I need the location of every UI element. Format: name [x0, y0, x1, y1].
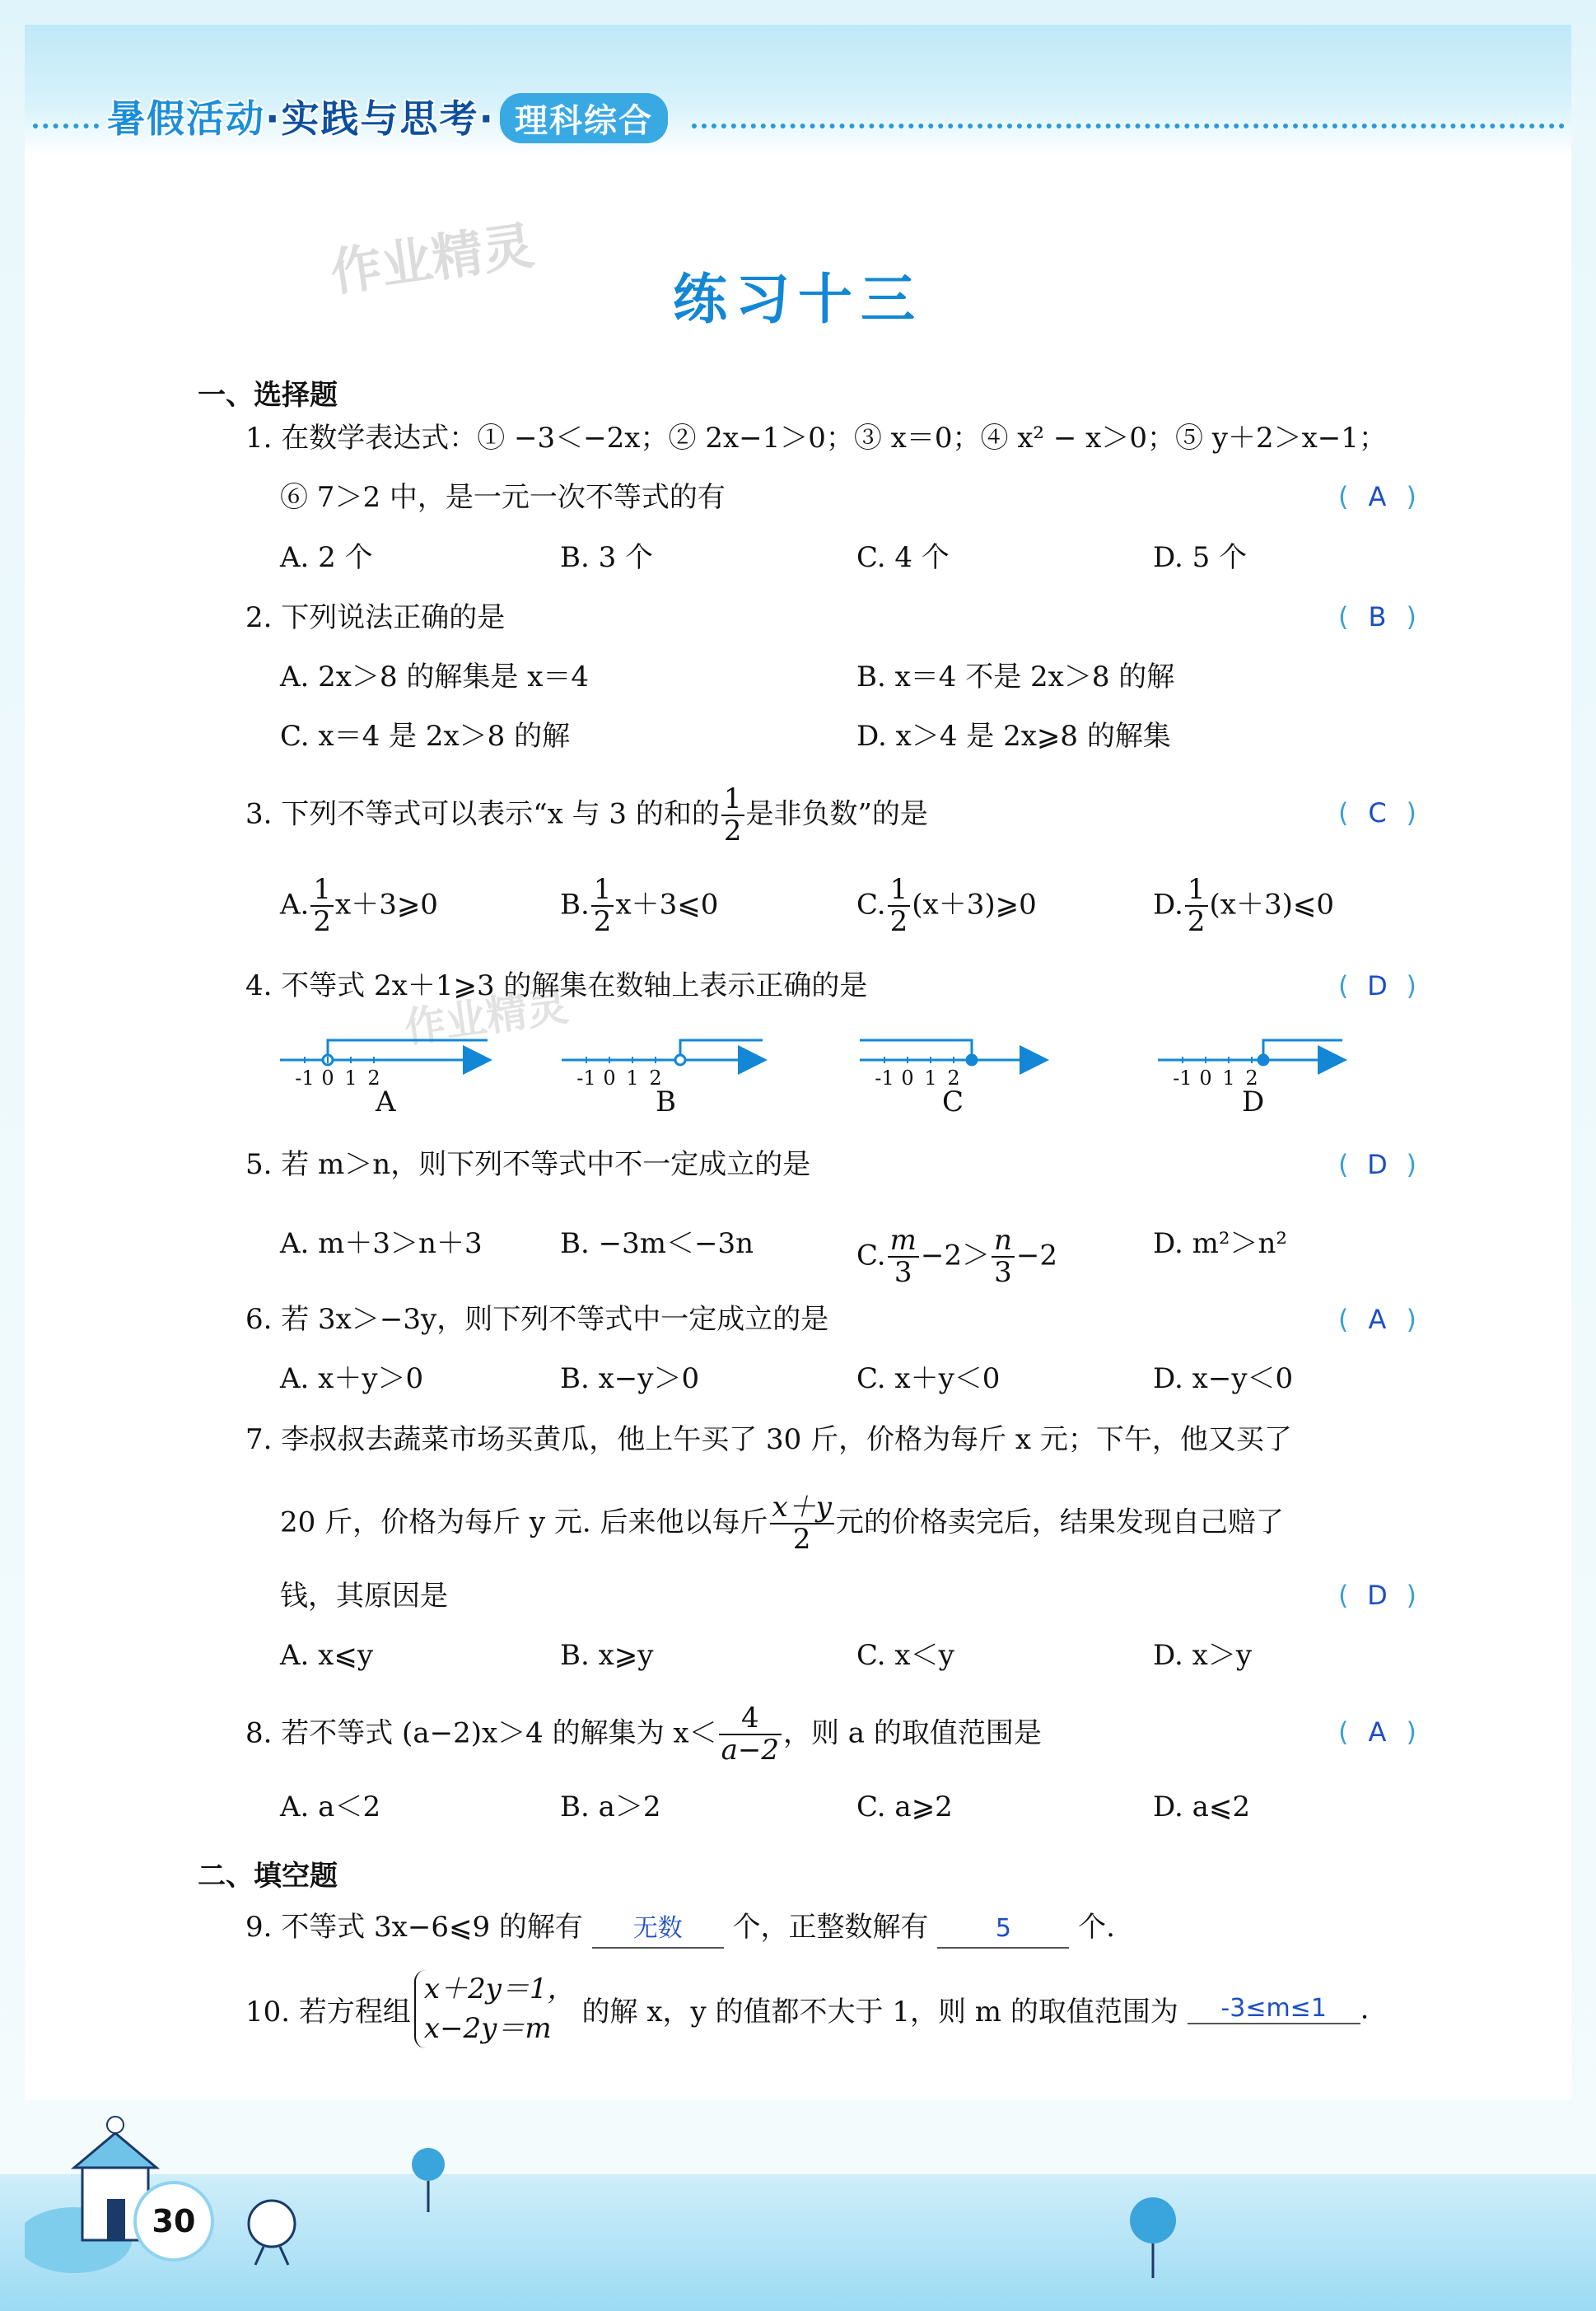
q5-option-a: A. m＋3＞n＋3	[280, 1227, 483, 1260]
q8-answer: ( A )	[1338, 1716, 1416, 1748]
numberline-d-tick-label: 0	[1199, 1067, 1212, 1090]
q7-line1: 7. 李叔叔去蔬菜市场买黄瓜，他上午买了 30 斤，价格为每斤 x 元；下午，他又买了	[245, 1423, 1292, 1456]
q8-option-a: A. a＜2	[280, 1790, 381, 1823]
q5-option-d: D. m²＞n²	[1153, 1227, 1288, 1260]
q2-option-b: B. x＝4 不是 2x＞8 的解	[856, 661, 1175, 693]
q3-stem-a: 3. 下列不等式可以表示“x 与 3 的和的	[245, 797, 720, 831]
q2-option-d: D. x＞4 是 2x⩾8 的解集	[856, 720, 1171, 753]
q2-option-c: C. x＝4 是 2x＞8 的解	[280, 720, 571, 753]
numberline-d-tick-label: 1	[1222, 1067, 1235, 1090]
q7-option-b: B. x⩾y	[560, 1639, 654, 1672]
q3-option-d: D. $\frac{1}{2}$ (x＋3)⩽0	[1153, 873, 1334, 939]
q7-option-d: D. x＞y	[1153, 1639, 1253, 1672]
q9-blank-2[interactable]: 5	[937, 1911, 1069, 1949]
numberline-a-tick-label: 2	[367, 1067, 380, 1090]
q5-option-c: C. $\frac{m}{3}$ −2＞ $\frac{n}{3}$ −2	[856, 1224, 1058, 1290]
q3-half-fraction: $\frac{1}{2}$	[721, 784, 744, 847]
numberline-b-tick-label: 2	[649, 1067, 662, 1090]
q9-blank-1[interactable]: 无数	[592, 1911, 724, 1949]
series-title-b: ·实践与思考·	[265, 96, 495, 141]
page-title: 练习十三	[673, 268, 923, 331]
q4-stem: 4. 不等式 2x＋1⩾3 的解集在数轴上表示正确的是	[245, 969, 868, 1002]
q6-option-b: B. x−y＞0	[560, 1362, 700, 1395]
numberline-label-b: B	[656, 1085, 676, 1118]
numberline-c-tick-label: -1	[875, 1067, 894, 1090]
q6-option-c: C. x＋y＜0	[856, 1362, 1001, 1395]
numberline-label-d: D	[1242, 1085, 1265, 1118]
q8-option-c: C. a⩾2	[856, 1790, 953, 1823]
q7-option-c: C. x＜y	[856, 1639, 954, 1672]
numberline-label-a: A	[376, 1085, 396, 1118]
q8-stem: 8. 若不等式 (a−2)x＞4 的解集为 x＜ $\frac{4}{a-2}$ ，则 a 的取值范围是	[245, 1702, 1042, 1767]
numberline-a-tick-label: -1	[295, 1067, 315, 1090]
q3-option-a: A. $\frac{1}{2}$ x＋3⩾0	[280, 873, 438, 939]
q6-answer: ( A )	[1338, 1304, 1416, 1335]
q3-stem-b: 是非负数”的是	[745, 797, 928, 831]
q3-stem	[245, 784, 928, 847]
q5-option-b: B. −3m＜−3n	[560, 1227, 754, 1260]
q2-answer: ( B )	[1338, 601, 1416, 633]
numberline-a	[280, 1040, 488, 1065]
page-number: 30	[133, 2181, 214, 2262]
tree-icon-large	[1120, 2191, 1186, 2281]
q10-equation-system: x＋2y＝1， x−2y＝m	[414, 1970, 576, 2048]
header-dots-left	[33, 124, 99, 128]
q1-option-d: D. 5 个	[1153, 541, 1248, 574]
q4-answer: ( D )	[1338, 970, 1416, 1001]
numberline-b-tick-label: 1	[626, 1067, 639, 1090]
watermark-top: 作业精灵	[326, 215, 538, 303]
numberline-d-tick-label: 2	[1245, 1067, 1258, 1090]
q1-line2: ⑥ 7＞2 中，是一元一次不等式的有	[280, 481, 726, 514]
q3-option-b: B. $\frac{1}{2}$ x＋3⩽0	[560, 873, 719, 939]
q8-option-d: D. a⩽2	[1153, 1790, 1251, 1823]
q6-option-d: D. x−y＜0	[1153, 1362, 1294, 1395]
q8-option-b: B. a＞2	[560, 1790, 661, 1823]
q1-option-b: B. 3 个	[560, 541, 654, 574]
series-title-a: 暑假活动	[107, 96, 265, 141]
q7-line2: 20 斤，价格为每斤 y 元. 后来他以每斤 $\frac{x+y}{2}$ 元的价格卖完后，结果发现自己赔了	[280, 1491, 1284, 1557]
numberline-c-tick-label: 1	[924, 1067, 937, 1090]
q5-answer: ( D )	[1338, 1149, 1416, 1180]
q4-number-lines	[272, 1025, 1375, 1108]
q9-line: 9. 不等式 3x−6⩽9 的解有 无数 个，正整数解有 5 个.	[245, 1909, 1115, 1949]
numberline-c-tick-label: 2	[947, 1067, 960, 1090]
numberline-b-tick-label: -1	[576, 1067, 596, 1090]
watermark-mid: 作业精灵	[401, 982, 572, 1053]
q1-option-c: C. 4 个	[856, 541, 950, 574]
tree-icon-small	[404, 2141, 453, 2215]
q6-stem: 6. 若 3x＞−3y，则下列不等式中一定成立的是	[245, 1303, 829, 1336]
q1-answer: ( A )	[1338, 481, 1416, 512]
numberline-c	[860, 1040, 1044, 1065]
q6-option-a: A. x＋y＞0	[280, 1362, 424, 1395]
numberline-b	[562, 1040, 763, 1065]
q1-option-a: A. 2 个	[280, 541, 373, 574]
q2-stem: 2. 下列说法正确的是	[245, 601, 506, 634]
numberline-b-tick-label: 0	[603, 1067, 616, 1090]
q1-line1: 1. 在数学表达式：① −3＜−2x；② 2x−1＞0；③ x＝0；④ x² − x＞0；⑤ y＋2＞x−1；	[245, 422, 1387, 455]
q10-line: 10. 若方程组 x＋2y＝1， x−2y＝m 的解 x，y 的值都不大于 1，则 m 的取值范围为 -3≤m≤1 .	[245, 1970, 1369, 2048]
q10-blank[interactable]: -3≤m≤1	[1188, 1994, 1360, 2024]
subject-badge: 理科综合	[500, 93, 668, 143]
q7-line3: 钱，其原因是	[280, 1580, 448, 1613]
q7-option-a: A. x⩽y	[280, 1639, 374, 1672]
header-dots-right	[692, 124, 1565, 128]
q7-answer: ( D )	[1338, 1580, 1416, 1611]
numberline-d-tick-label: -1	[1173, 1067, 1192, 1090]
numberline-a-tick-label: 0	[321, 1067, 334, 1090]
q5-stem: 5. 若 m＞n，则下列不等式中不一定成立的是	[245, 1148, 811, 1181]
numberline-d	[1158, 1040, 1342, 1065]
section-choice-heading: 一、选择题	[198, 379, 338, 412]
numberline-c-tick-label: 0	[901, 1067, 914, 1090]
series-title	[107, 89, 668, 143]
q2-option-a: A. 2x＞8 的解集是 x＝4	[280, 661, 590, 693]
numberline-a-tick-label: 1	[344, 1067, 357, 1090]
q3-option-c: C. $\frac{1}{2}$ (x＋3)⩾0	[856, 873, 1037, 939]
numberline-label-c: C	[942, 1085, 964, 1118]
section-fill-heading: 二、填空题	[198, 1860, 338, 1893]
q3-answer: ( C )	[1338, 797, 1416, 829]
